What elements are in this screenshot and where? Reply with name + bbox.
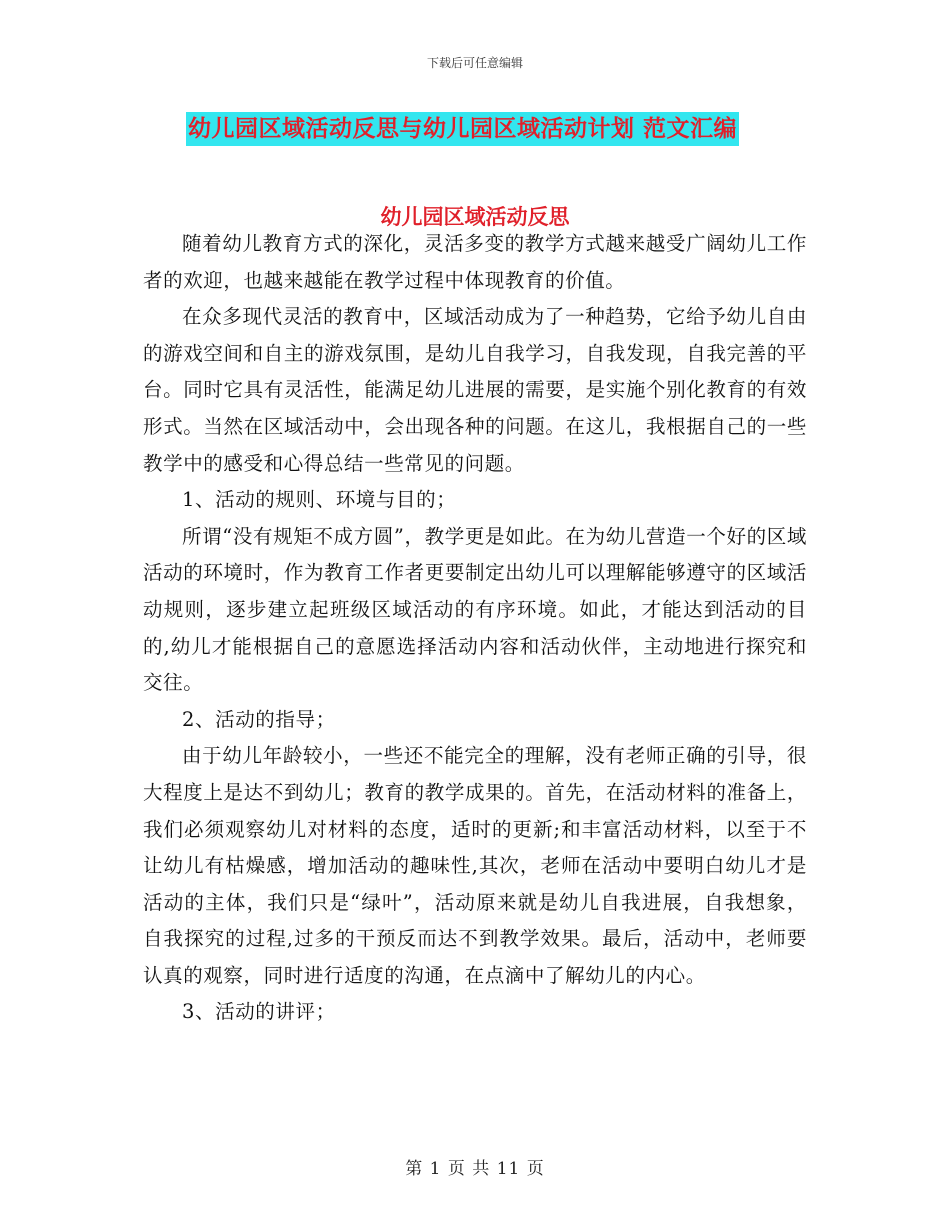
- paragraph-trend: 在众多现代灵活的教育中，区域活动成为了一种趋势，它给予幼儿自由的游戏空间和自主的游戏氛围，是幼儿自我学习，自我发现，自我完善的平台。同时它具有灵活性，能满足幼儿进展的需要，是实施个别化教育的有效形式。当然在区域活动中，会出现各种的问题。在这儿，我根据自己的一些教学中的感受和心得总结一些常见的问题。: [143, 305, 807, 475]
- body-text: [143, 226, 807, 1031]
- page-number-footer: 第 1 页 共 11 页: [405, 1159, 545, 1179]
- paragraph-rules: 所谓“没有规矩不成方圆”，教学更是如此。在为幼儿营造一个好的区域活动的环境时，作为教育工作者更要制定出幼儿可以理解能够遵守的区域活动规则，逐步建立起班级区域活动的有序环境。如此，才能达到活动的目的,幼儿才能根据自己的意愿选择活动内容和活动伙伴，主动地进行探究和交往。: [143, 524, 807, 695]
- heading-rules: 1、活动的规则、环境与目的；: [182, 488, 457, 512]
- paragraph-guidance: 由于幼儿年龄较小，一些还不能完全的理解，没有老师正确的引导，很大程度上是达不到幼儿；教育的教学成果的。首先，在活动材料的准备上，我们必须观察幼儿对材料的态度，适时的更新;和丰富活动材料，以至于不让幼儿有枯燥感，增加活动的趣味性,其次，老师在活动中要明白幼儿才是活动的主体，我们只是“绿叶”，活动原来就是幼儿自我进展，自我想象，自我探究的过程,过多的干预反而达不到教学效果。最后，活动中，老师要认真的观察，同时进行适度的沟通，在点滴中了解幼儿的内心。: [143, 744, 807, 987]
- paragraph-intro: 随着幼儿教育方式的深化，灵活多变的教学方式越来越受广阔幼儿工作者的欢迎，也越来越能在教学过程中体现教育的价值。: [143, 232, 807, 292]
- heading-guidance: 2、活动的指导；: [182, 707, 336, 731]
- header-note: 下载后可任意编辑: [426, 56, 523, 70]
- section-title: 幼儿园区域活动反思: [380, 204, 570, 229]
- document-title: 幼儿园区域活动反思与幼儿园区域活动计划 范文汇编: [186, 112, 739, 146]
- heading-review: 3、活动的讲评；: [182, 1000, 336, 1024]
